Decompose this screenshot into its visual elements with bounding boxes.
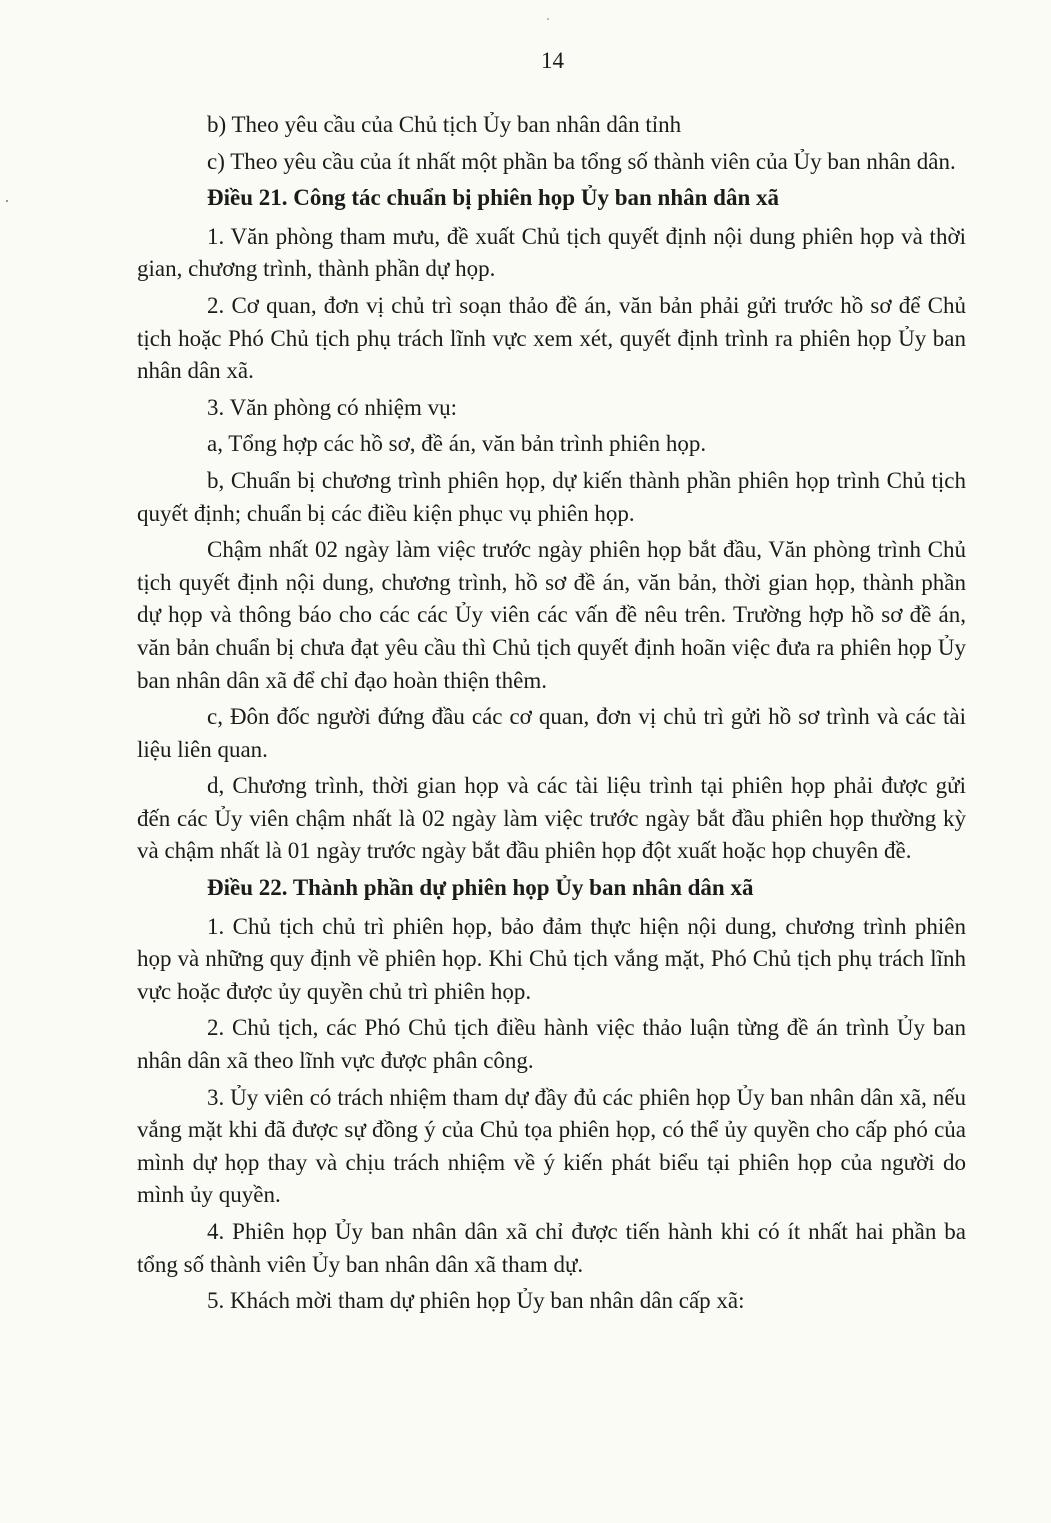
paragraph-b-provincial-chair-request: b) Theo yêu cầu của Chủ tịch Ủy ban nhân dân tỉnh [207, 112, 682, 137]
article-21-clause-3d: d, Chương trình, thời gian họp và các tài liệu trình tại phiên họp phải được gửi đến các Ủy viên chậm nhất là 02 ngày làm việc trước ngày bắt đầu phiên họp thường kỳ và chậm nhất là 01 ngày trước ngày bắt đầu phiên họp đột xuất hoặc họp chuyên đề. [137, 773, 966, 864]
article-22-clause-3: 3. Ủy viên có trách nhiệm tham dự đầy đủ các phiên họp Ủy ban nhân dân xã, nếu vắng mặt khi đã được sự đồng ý của Chủ tọa phiên họp, có thể ủy quyền cho cấp phó của mình dự họp thay và chịu trách nhiệm về ý kiến phát biểu tại phiên họp của người do mình ủy quyền. [137, 1084, 966, 1208]
article-22-clause-1: 1. Chủ tịch chủ trì phiên họp, bảo đảm thực hiện nội dung, chương trình phiên họp và những quy định về phiên họp. Khi Chủ tịch vắng mặt, Phó Chủ tịch phụ trách lĩnh vực hoặc được ủy quyền chủ trì phiên họp. [137, 913, 966, 1004]
article-21-clause-3b-deadline: Chậm nhất 02 ngày làm việc trước ngày phiên họp bắt đầu, Văn phòng trình Chủ tịch quyết định nội dung, chương trình, hồ sơ đề án, văn bản, thời gian họp, thành phần dự họp và thông báo cho các các Ủy viên các vấn đề nêu trên. Trường hợp hồ sơ đề án, văn bản chuẩn bị chưa đạt yêu cầu thì Chủ tịch quyết định hoãn việc đưa ra phiên họp Ủy ban nhân dân xã để chỉ đạo hoàn thiện thêm. [137, 537, 966, 693]
article-21-clause-3: 3. Văn phòng có nhiệm vụ: [207, 394, 457, 420]
article-21-clause-3b: b, Chuẩn bị chương trình phiên họp, dự kiến thành phần phiên họp trình Chủ tịch quyết định; chuẩn bị các điều kiện phục vụ phiên họp. [137, 467, 966, 526]
article-22-clause-4: 4. Phiên họp Ủy ban nhân dân xã chỉ được tiến hành khi có ít nhất hai phần ba tổng số thành viên Ủy ban nhân dân xã tham dự. [137, 1219, 966, 1277]
article-21-clause-2: 2. Cơ quan, đơn vị chủ trì soạn thảo đề án, văn bản phải gửi trước hồ sơ để Chủ tịch hoặc Phó Chủ tịch phụ trách lĩnh vực xem xét, quyết định trình ra phiên họp Ủy ban nhân dân xã. [137, 292, 966, 384]
scan-artifact [547, 18, 549, 20]
article-22-clause-5: 5. Khách mời tham dự phiên họp Ủy ban nhân dân cấp xã: [207, 1288, 745, 1314]
article-21-clause-1: 1. Văn phòng tham mưu, đề xuất Chủ tịch quyết định nội dung phiên họp và thời gian, chương trình, thành phần dự họp. [137, 223, 966, 282]
document-body [137, 109, 966, 1322]
article-22-clause-2: 2. Chủ tịch, các Phó Chủ tịch điều hành việc thảo luận từng đề án trình Ủy ban nhân dân xã theo lĩnh vực được phân công. [137, 1015, 966, 1074]
paragraph-c-one-third-request: c) Theo yêu cầu của ít nhất một phần ba tổng số thành viên của Ủy ban nhân dân. [207, 148, 956, 174]
article-21-clause-3a: a, Tổng hợp các hồ sơ, đề án, văn bản trình phiên họp. [207, 431, 707, 457]
scan-artifact [6, 200, 8, 202]
article-22-heading: Điều 22. Thành phần dự phiên họp Ủy ban nhân dân xã [207, 875, 754, 901]
article-21-heading: Điều 21. Công tác chuẩn bị phiên họp Ủy ban nhân dân xã [207, 185, 779, 211]
article-21-clause-3c: c, Đôn đốc người đứng đầu các cơ quan, đơn vị chủ trì gửi hồ sơ trình và các tài liệu liên quan. [137, 704, 966, 762]
page-number: 14 [541, 48, 564, 73]
